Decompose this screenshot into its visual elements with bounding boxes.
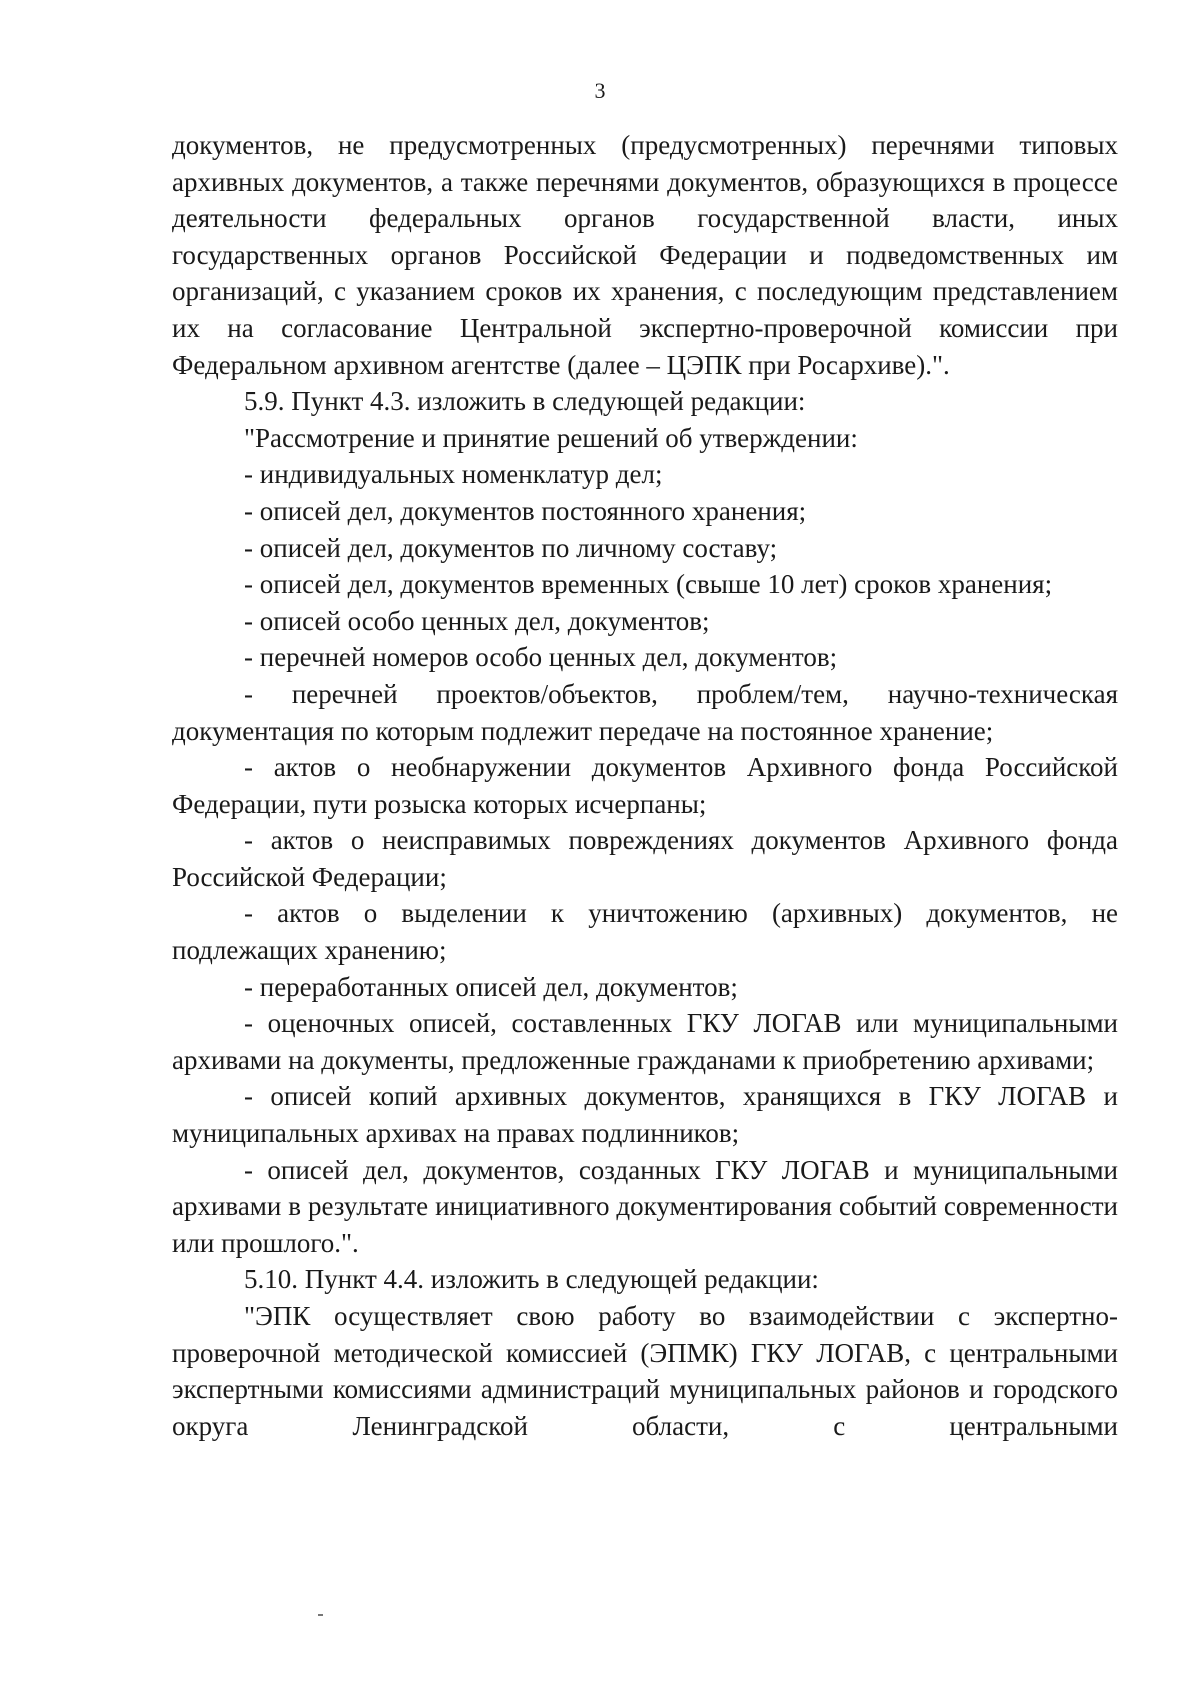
list-item: - описей копий архивных документов, хранящихся в ГКУ ЛОГАВ и муниципальных архивах на правах подлинников; — [172, 1081, 1118, 1149]
list-item: - оценочных описей, составленных ГКУ ЛОГАВ или муниципальными архивами на документы, предложенные гражданами к приобретению архивами; — [172, 1008, 1118, 1075]
paragraph-5-9-heading: 5.9. Пункт 4.3. изложить в следующей редакции: — [244, 386, 806, 417]
list-item: - актов о неисправимых повреждениях документов Архивного фонда Российской Федерации; — [172, 825, 1118, 892]
list-item: - перечней номеров особо ценных дел, документов; — [244, 642, 838, 673]
list-item: - описей дел, документов постоянного хранения; — [244, 495, 807, 526]
list-item: - описей дел, документов, созданных ГКУ ЛОГАВ и муниципальными архивами в результате инициативного документирования событий современности или прошлого.". — [172, 1154, 1118, 1258]
list-item: - описей дел, документов по личному составу; — [244, 532, 778, 563]
paragraph-continuation: документов, не предусмотренных (предусмотренных) перечнями типовых архивных документов, а также перечнями документов, образующихся в процессе деятельности федеральных органов государственной власти, иных государственных органов Российской Федерации и подведомственных им организаций, с указанием сроков их хранения, с последующим представлением их на согласование Центральной экспертно-проверочной комиссии при Федеральном архивном агентстве (далее – ЦЭПК при Росархиве).". — [172, 130, 1118, 380]
paragraph-5-10-heading: 5.10. Пункт 4.4. изложить в следующей редакции: — [244, 1264, 819, 1295]
paragraph-4-4-text: "ЭПК осуществляет свою работу во взаимодействии с экспертно-проверочной методической комиссией (ЭПМК) ГКУ ЛОГАВ, с центральными экспертными комиссиями администраций муниципальных районов и городского округа Ленинградской области, с центральными — [172, 1301, 1118, 1441]
list-item: - актов о необнаружении документов Архивного фонда Российской Федерации, пути розыска которых исчерпаны; — [172, 752, 1118, 819]
list-item: - переработанных описей дел, документов; — [244, 971, 738, 1002]
page-number: 3 — [594, 78, 606, 103]
list-item: - индивидуальных номенклатур дел; — [244, 459, 663, 490]
list-item: - перечней проектов/объектов, проблем/тем, научно-техническая документация по которым подлежит передаче на постоянное хранение; — [172, 678, 1118, 746]
list-item: - описей дел, документов временных (свыше 10 лет) сроков хранения; — [244, 569, 1053, 600]
paragraph-4-3-intro: "Рассмотрение и принятие решений об утверждении: — [244, 422, 858, 453]
list-item: - актов о выделении к уничтожению (архивных) документов, не подлежащих хранению; — [172, 898, 1118, 966]
list-item: - описей особо ценных дел, документов; — [244, 605, 710, 636]
document-body — [172, 127, 1118, 1444]
scan-speck — [318, 1614, 323, 1616]
